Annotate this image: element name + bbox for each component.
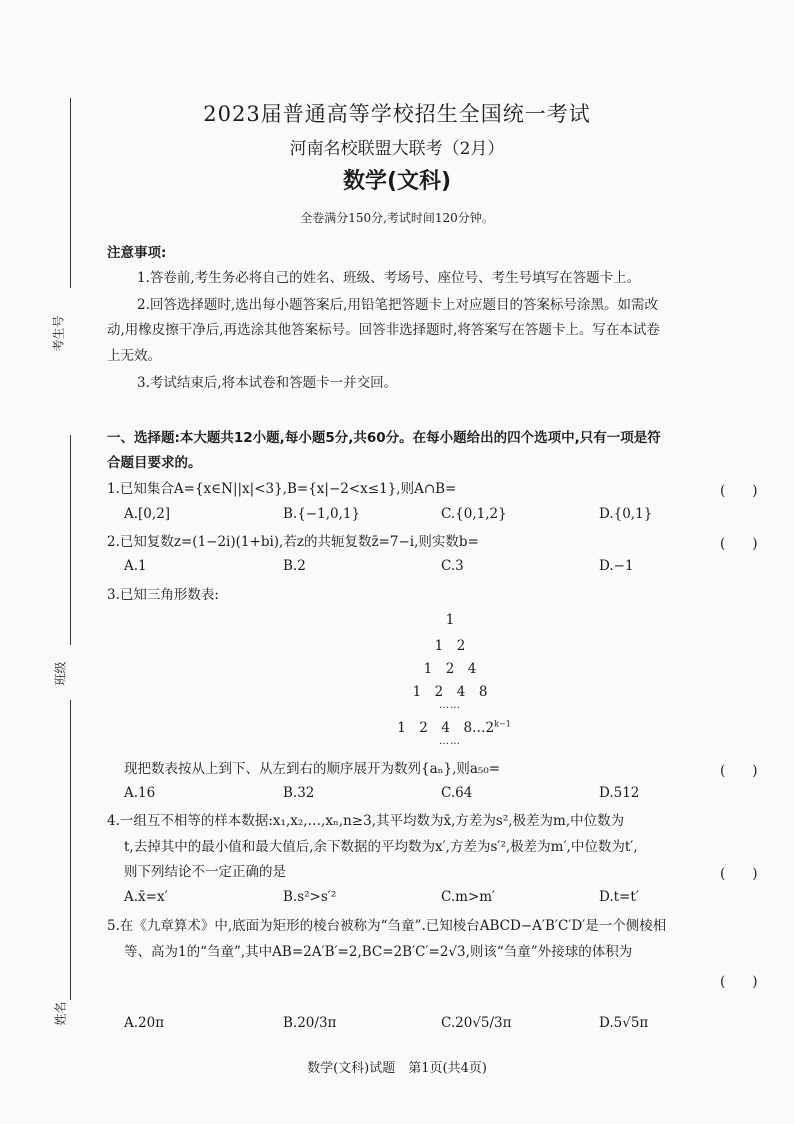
q1-stem: 1.已知集合A={x∈N||x|<3},B={x|−2<x≤1},则A∩B=	[107, 481, 457, 497]
side-label-candidate-no: 考生号	[51, 315, 66, 352]
q4-option-b: B.s²>s′²	[283, 889, 337, 905]
q5-option-a: A.20π	[124, 1015, 165, 1031]
q1-option-a: A.[0,2]	[124, 506, 171, 522]
triangle-ellipsis-1: ……	[439, 700, 461, 711]
triangle-row-4: 1 2 4 8	[412, 684, 488, 700]
q2-option-a: A.1	[124, 558, 147, 574]
q3-answer-paren: ( )	[720, 763, 758, 779]
q2-option-d: D.−1	[599, 558, 634, 574]
note-item-2-line1: 2.回答选择题时,选出每小题答案后,用铅笔把答题卡上对应题目的答案标号涂黑。如需改	[137, 297, 658, 313]
q3-option-a: A.16	[124, 785, 156, 801]
q5-option-d: D.5√5π	[599, 1015, 649, 1031]
margin-line-low	[70, 700, 71, 1000]
q4-stem-line3: 则下列结论不一定正确的是	[124, 864, 286, 880]
triangle-row-3: 1 2 4	[423, 661, 477, 677]
q4-option-d: D.t=t′	[599, 889, 639, 905]
q3-option-d: D.512	[599, 785, 640, 801]
q2-option-b: B.2	[283, 558, 306, 574]
full-score-note: 全卷满分150分,考试时间120分钟。	[300, 211, 494, 225]
q1-option-d: D.{0,1}	[599, 506, 653, 522]
subject-title: 数学(文科)	[342, 169, 452, 194]
side-label-name: 姓名	[53, 1001, 68, 1026]
side-label-class: 班级	[53, 661, 68, 686]
exam-title: 2023届普通高等学校招生全国统一考试	[203, 102, 591, 126]
q2-stem: 2.已知复数z=(1−2i)(1+bi),若z的共轭复数z̄=7−i,则实数b=	[107, 534, 479, 550]
q4-option-c: C.m>m′	[441, 889, 496, 905]
triangle-row-k-text: 1 2 4 8…2	[397, 720, 495, 736]
page-footer: 数学(文科)试题 第1页(共4页)	[307, 1061, 487, 1076]
note-item-2-line3: 上无效。	[107, 348, 161, 364]
q4-answer-paren: ( )	[720, 866, 758, 882]
note-item-1: 1.答卷前,考生务必将自己的姓名、班级、考场号、座位号、考生号填写在答题卡上。	[137, 270, 641, 286]
margin-line-mid	[70, 435, 71, 645]
triangle-ellipsis-2: ……	[439, 736, 461, 747]
q5-stem-line2: 等、高为1的“刍童”,其中AB=2A′B′=2,BC=2B′C′=2√3,则该“刍童”外接球的体积为	[124, 944, 633, 960]
note-item-2-line2: 动,用橡皮擦干净后,再选涂其他答案标号。回答非选择题时,将答案写在答题卡上。写在本试卷	[107, 322, 660, 338]
q2-answer-paren: ( )	[720, 536, 758, 552]
q1-option-c: C.{0,1,2}	[441, 506, 507, 522]
q4-option-a: A.x̄=x′	[124, 889, 168, 905]
section1-heading-line1: 一、选择题:本大题共12小题,每小题5分,共60分。在每小题给出的四个选项中,只有一项是符	[107, 430, 661, 446]
q4-stem-line1: 4.一组互不相等的样本数据:x₁,x₂,…,xₙ,n≥3,其平均数为x̄,方差为s²,极差为m,中位数为	[107, 813, 625, 829]
q3-option-c: C.64	[441, 785, 473, 801]
section1-heading-line2: 合题目要求的。	[107, 455, 202, 471]
triangle-row-k-exponent: k−1	[494, 719, 511, 729]
note-item-3: 3.考试结束后,将本试卷和答题卡一并交回。	[137, 375, 398, 391]
q5-stem-line1: 5.在《九章算术》中,底面为矩形的棱台被称为“刍童”.已知棱台ABCD−A′B′C′D′是一个侧棱相	[107, 918, 667, 934]
q1-answer-paren: ( )	[720, 483, 758, 499]
q5-option-c: C.20√5/3π	[441, 1015, 512, 1031]
triangle-row-1: 1	[445, 612, 455, 628]
q3-stem: 3.已知三角形数表:	[107, 587, 219, 603]
q2-option-c: C.3	[441, 558, 464, 574]
notes-heading: 注意事项:	[107, 245, 167, 261]
triangle-row-k	[384, 716, 524, 736]
q3-option-b: B.32	[283, 785, 315, 801]
exam-subtitle: 河南名校联盟大联考（2月）	[289, 139, 505, 159]
triangle-row-2: 1 2	[434, 638, 466, 654]
q1-option-b: B.{−1,0,1}	[283, 506, 361, 522]
q5-answer-paren: ( )	[720, 974, 758, 990]
q4-stem-line2: t,去掉其中的最小值和最大值后,余下数据的平均数为x′,方差为s′²,极差为m′,中位数为t′,	[124, 839, 638, 855]
q5-option-b: B.20/3π	[283, 1015, 337, 1031]
q3-stem-2: 现把数表按从上到下、从左到右的顺序展开为数列{aₙ},则a₅₀=	[124, 761, 501, 777]
